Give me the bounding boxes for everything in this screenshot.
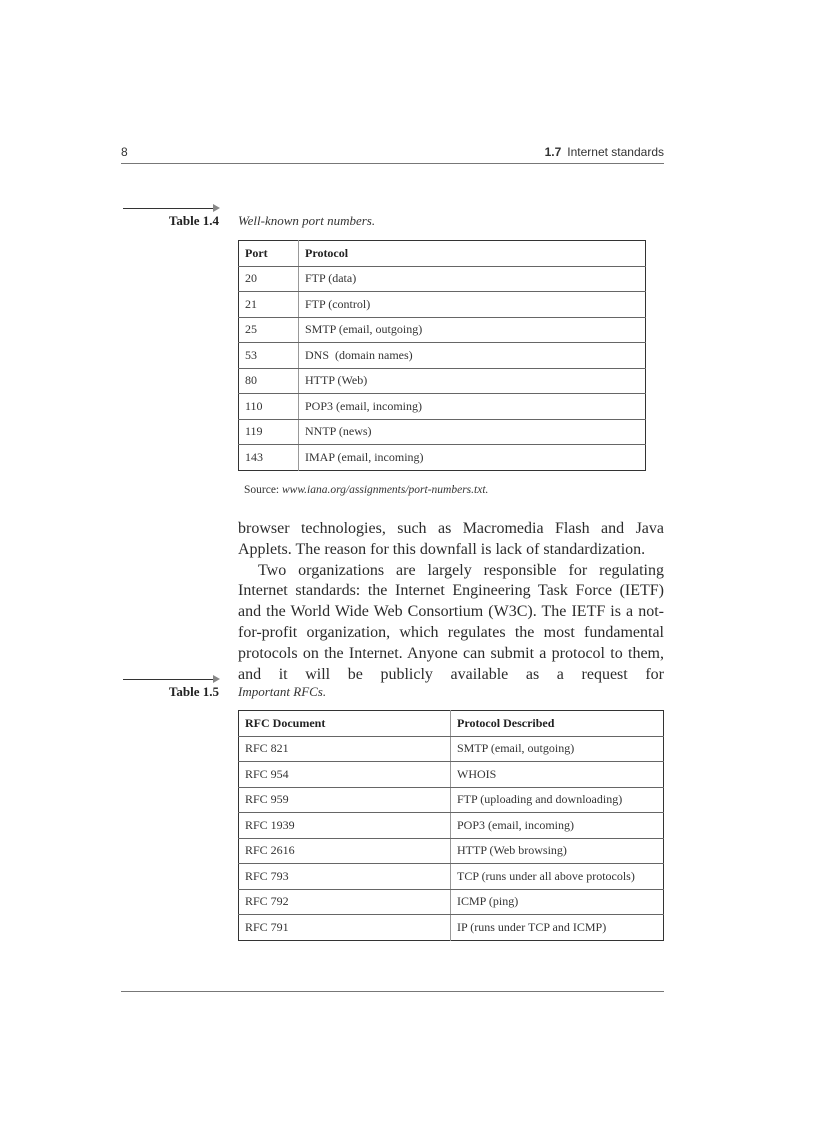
port-cell: 53	[239, 343, 299, 369]
rfc-cell: RFC 792	[239, 889, 451, 915]
protocol-cell: IMAP (email, incoming)	[305, 449, 424, 464]
table-marker-rule	[123, 679, 217, 680]
section-title: Internet standards	[567, 145, 664, 159]
rfc-cell: RFC 1939	[239, 813, 451, 839]
paragraph: Two organizations are largely responsible for regulating Internet standards: the Internet Engineering Task Force (IETF) and the World Wide Web Consortium (W3C). The IETF is a not-for-profit organization, which regulates the most fundamental protocols on the Internet. Anyone can submit a protocol to them, and it will be publicly available as a request for	[238, 561, 664, 683]
protocol-cell: FTP (uploading and downloading)	[451, 787, 664, 813]
protocol-cell: NNTP (news)	[299, 419, 646, 445]
protocol-cell: POP3 (email, incoming)	[451, 813, 664, 839]
protocol-cell: HTTP (Web)	[299, 368, 646, 394]
table-marker-arrow-icon	[213, 675, 220, 683]
protocol-cell: HTTP (Web browsing)	[451, 838, 664, 864]
table-row	[239, 394, 646, 420]
table-header-row	[239, 711, 664, 737]
table-row	[239, 736, 664, 762]
table-row	[239, 292, 646, 318]
port-cell: 20	[239, 266, 299, 292]
table-row	[239, 419, 646, 445]
rfc-cell: RFC 793	[239, 864, 451, 890]
table-marker-rule	[123, 208, 217, 209]
table-row	[239, 864, 664, 890]
table-row	[239, 368, 646, 394]
port-cell: 80	[239, 368, 299, 394]
table-row	[239, 787, 664, 813]
table-row	[239, 266, 646, 292]
table-row	[239, 343, 646, 369]
table-row	[239, 445, 646, 471]
protocol-cell: SMTP (email, outgoing)	[299, 317, 646, 343]
rfc-table	[238, 710, 664, 941]
paragraph: browser technologies, such as Macromedia Flash and Java Applets. The reason for this downfall is lack of standardization.	[238, 520, 664, 558]
port-cell: 25	[239, 317, 299, 343]
table-row	[239, 762, 664, 788]
protocol-cell: IP (runs under TCP and ICMP)	[457, 919, 607, 934]
port-numbers-table	[238, 240, 646, 471]
table-source	[244, 484, 488, 496]
rfc-cell: RFC 791	[239, 915, 451, 941]
column-header: Port	[239, 241, 299, 267]
protocol-cell: ICMP (ping)	[451, 889, 664, 915]
protocol-cell: DNS (domain names)	[299, 343, 646, 369]
port-cell: 21	[239, 292, 299, 318]
rfc-cell: RFC 959	[239, 787, 451, 813]
protocol-cell: WHOIS	[451, 762, 664, 788]
rfc-cell: RFC 954	[239, 762, 451, 788]
protocol-cell: FTP (control)	[299, 292, 646, 318]
header-rule	[121, 163, 664, 164]
source-url: www.iana.org/assignments/port-numbers.txt.	[282, 484, 489, 496]
body-text	[238, 519, 664, 685]
column-header: Protocol Described	[451, 711, 664, 737]
source-label: Source:	[244, 484, 280, 496]
column-header: Protocol	[299, 241, 646, 267]
running-head	[545, 145, 664, 159]
table-header-row	[239, 241, 646, 267]
table-row	[239, 889, 664, 915]
column-header: RFC Document	[239, 711, 451, 737]
port-cell: 119	[239, 419, 299, 445]
page-number: 8	[121, 145, 128, 159]
table-1-5-number: Table 1.5	[168, 684, 219, 699]
protocol-cell: TCP (runs under all above protocols)	[451, 864, 664, 890]
table-row	[239, 813, 664, 839]
rfc-cell: RFC 821	[239, 736, 451, 762]
protocol-cell: SMTP (email, outgoing)	[451, 736, 664, 762]
section-number: 1.7	[544, 145, 562, 159]
table-1-4-number: Table 1.4	[168, 213, 219, 228]
footer-rule	[121, 991, 664, 992]
table-marker-arrow-icon	[213, 204, 220, 212]
table-1-5-caption: Important RFCs.	[238, 684, 327, 699]
table-row	[239, 838, 664, 864]
protocol-cell: POP3 (email, incoming)	[299, 394, 646, 420]
table-1-4-caption: Well-known port numbers.	[238, 213, 376, 228]
table-row	[239, 915, 664, 941]
port-cell: 110	[239, 394, 299, 420]
rfc-cell: RFC 2616	[239, 838, 451, 864]
protocol-cell: FTP (data)	[299, 266, 646, 292]
port-cell: 143	[239, 445, 299, 471]
table-row	[239, 317, 646, 343]
